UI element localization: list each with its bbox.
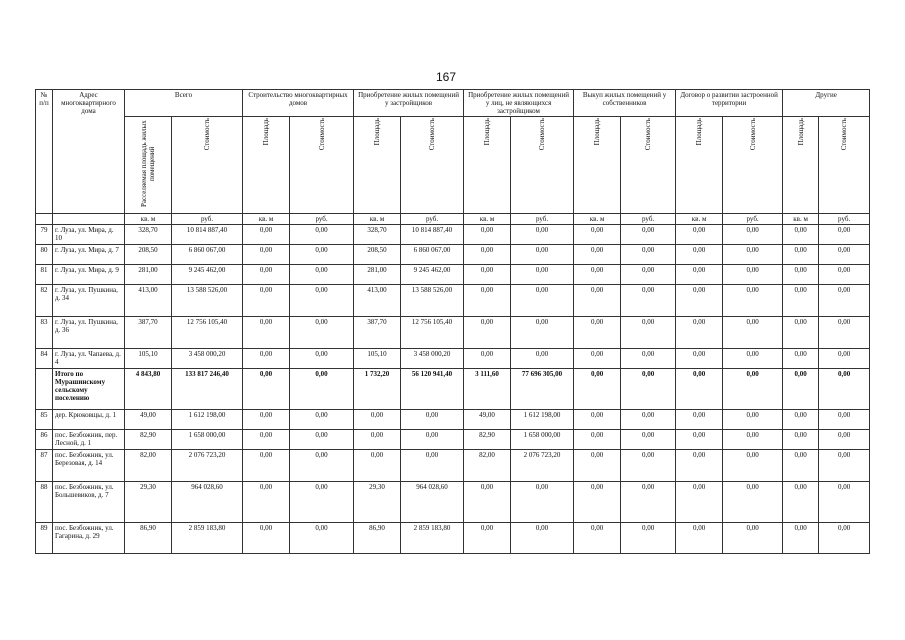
- cell-cost: 10 814 887,40: [401, 225, 464, 245]
- cell-area: 0,00: [243, 369, 290, 410]
- cell-cost: 0,00: [819, 225, 870, 245]
- row-address: г. Луза, ул. Чапаева, д. 4: [53, 349, 125, 369]
- cell-area: 82,00: [125, 450, 172, 482]
- cell-area: 0,00: [354, 410, 401, 430]
- header-row-groups: [36, 90, 870, 117]
- unit-rub: руб.: [290, 214, 354, 225]
- subheader-cost: Стоимость: [290, 117, 354, 214]
- cell-cost: 0,00: [290, 369, 354, 410]
- row-address: пос. Безбожник, ул. Большевиков, д. 7: [53, 482, 125, 523]
- cell-area: 413,00: [354, 285, 401, 317]
- cell-cost: 0,00: [401, 410, 464, 430]
- cell-cost: 0,00: [723, 450, 783, 482]
- unit-rub: руб.: [621, 214, 676, 225]
- cell-area: 1 732,20: [354, 369, 401, 410]
- cell-cost: 0,00: [819, 523, 870, 554]
- cell-cost: 0,00: [723, 245, 783, 265]
- cell-cost: 1 612 198,00: [511, 410, 574, 430]
- cell-cost: 0,00: [621, 349, 676, 369]
- cell-cost: 0,00: [290, 265, 354, 285]
- unit-rub: руб.: [172, 214, 243, 225]
- cell-area: 0,00: [243, 482, 290, 523]
- cell-area: 0,00: [783, 410, 819, 430]
- subheader-cost: Стоимость: [172, 117, 243, 214]
- cell-cost: 0,00: [723, 285, 783, 317]
- cell-cost: 964 028,60: [172, 482, 243, 523]
- cell-cost: 6 860 067,00: [401, 245, 464, 265]
- cell-cost: 13 588 526,00: [172, 285, 243, 317]
- table-row: [36, 245, 870, 265]
- cell-area: 105,10: [125, 349, 172, 369]
- row-number: 83: [36, 317, 53, 349]
- cell-cost: 3 458 000,20: [401, 349, 464, 369]
- cell-area: 0,00: [574, 482, 621, 523]
- cell-cost: 9 245 462,00: [172, 265, 243, 285]
- cell-cost: 0,00: [819, 482, 870, 523]
- cell-area: 0,00: [676, 410, 723, 430]
- cell-area: 29,30: [125, 482, 172, 523]
- cell-cost: 1 658 000,00: [172, 430, 243, 450]
- cell-area: 0,00: [464, 265, 511, 285]
- subheader-cost: Стоимость: [723, 117, 783, 214]
- cell-area: 0,00: [243, 349, 290, 369]
- cell-cost: 0,00: [401, 430, 464, 450]
- cell-area: 0,00: [783, 349, 819, 369]
- resettlement-table: [35, 89, 870, 554]
- cell-cost: 0,00: [723, 349, 783, 369]
- row-address: Итого по Мурашинскому сельскому поселению: [53, 369, 125, 410]
- cell-area: 208,50: [125, 245, 172, 265]
- subheader-cost: Стоимость: [401, 117, 464, 214]
- cell-area: 0,00: [676, 482, 723, 523]
- total-row: [36, 369, 870, 410]
- cell-area: 0,00: [464, 285, 511, 317]
- cell-cost: 2 859 183,80: [172, 523, 243, 554]
- unit-area: кв. м: [354, 214, 401, 225]
- unit-area: кв. м: [783, 214, 819, 225]
- row-number: 79: [36, 225, 53, 245]
- cell-cost: 0,00: [621, 225, 676, 245]
- cell-cost: 0,00: [621, 430, 676, 450]
- cell-area: 0,00: [783, 523, 819, 554]
- group-header-buyout: Выкуп жилых помещений у собственников: [574, 90, 676, 117]
- unit-area: кв. м: [243, 214, 290, 225]
- group-header-development-agreement: Договор о развитии застроенной территории: [676, 90, 783, 117]
- cell-cost: 0,00: [290, 317, 354, 349]
- cell-cost: 0,00: [621, 482, 676, 523]
- unit-rub: руб.: [401, 214, 464, 225]
- row-address: дер. Крюковщы, д. 1: [53, 410, 125, 430]
- cell-cost: 12 756 105,40: [401, 317, 464, 349]
- cell-area: 0,00: [464, 523, 511, 554]
- cell-cost: 0,00: [621, 523, 676, 554]
- cell-area: 0,00: [574, 450, 621, 482]
- cell-area: 0,00: [574, 349, 621, 369]
- cell-area: 0,00: [574, 225, 621, 245]
- cell-cost: 0,00: [290, 245, 354, 265]
- cell-area: 0,00: [574, 245, 621, 265]
- cell-cost: 0,00: [819, 285, 870, 317]
- cell-area: 0,00: [783, 245, 819, 265]
- cell-area: 0,00: [783, 369, 819, 410]
- cell-cost: 0,00: [723, 317, 783, 349]
- cell-cost: 0,00: [511, 523, 574, 554]
- cell-area: 208,50: [354, 245, 401, 265]
- cell-area: 0,00: [676, 265, 723, 285]
- subheader-area: Площадь: [243, 117, 290, 214]
- row-address: г. Луза, ул. Мира, д. 10: [53, 225, 125, 245]
- cell-cost: 964 028,60: [401, 482, 464, 523]
- cell-cost: 3 458 000,20: [172, 349, 243, 369]
- cell-cost: 10 814 887,40: [172, 225, 243, 245]
- cell-area: 0,00: [676, 285, 723, 317]
- cell-cost: 0,00: [819, 317, 870, 349]
- cell-cost: 6 860 067,00: [172, 245, 243, 265]
- cell-cost: 0,00: [819, 430, 870, 450]
- cell-cost: 0,00: [401, 450, 464, 482]
- cell-area: 0,00: [243, 450, 290, 482]
- cell-cost: 0,00: [621, 369, 676, 410]
- col-header-address: Адрес многоквартирного дома: [53, 90, 125, 214]
- row-address: г. Луза, ул. Пушкина, д. 34: [53, 285, 125, 317]
- cell-area: 0,00: [676, 369, 723, 410]
- cell-cost: 0,00: [621, 265, 676, 285]
- cell-area: 0,00: [464, 482, 511, 523]
- cell-area: 0,00: [783, 482, 819, 523]
- unit-area: кв. м: [676, 214, 723, 225]
- subheader-area: Площадь: [574, 117, 621, 214]
- cell-area: 387,70: [125, 317, 172, 349]
- cell-cost: 0,00: [819, 349, 870, 369]
- cell-area: 49,00: [125, 410, 172, 430]
- cell-area: 0,00: [676, 245, 723, 265]
- cell-cost: 0,00: [290, 225, 354, 245]
- cell-area: 413,00: [125, 285, 172, 317]
- table-row: [36, 410, 870, 430]
- cell-area: 86,90: [125, 523, 172, 554]
- cell-area: 281,00: [125, 265, 172, 285]
- table-row: [36, 317, 870, 349]
- table-row: [36, 482, 870, 523]
- cell-cost: 2 859 183,80: [401, 523, 464, 554]
- cell-area: 0,00: [354, 430, 401, 450]
- cell-area: 82,90: [125, 430, 172, 450]
- cell-cost: 0,00: [723, 410, 783, 430]
- cell-area: 0,00: [574, 369, 621, 410]
- cell-area: 0,00: [783, 225, 819, 245]
- subheader-cost: Стоимость: [621, 117, 676, 214]
- subheader-area: Площадь: [464, 117, 511, 214]
- cell-cost: 0,00: [819, 410, 870, 430]
- row-number: [36, 369, 53, 410]
- cell-area: 0,00: [574, 523, 621, 554]
- row-number: 82: [36, 285, 53, 317]
- cell-area: 0,00: [783, 265, 819, 285]
- cell-cost: 0,00: [723, 482, 783, 523]
- unit-blank: [53, 214, 125, 225]
- cell-cost: 9 245 462,00: [401, 265, 464, 285]
- cell-area: 105,10: [354, 349, 401, 369]
- unit-rub: руб.: [511, 214, 574, 225]
- cell-cost: 0,00: [819, 369, 870, 410]
- cell-cost: 0,00: [723, 225, 783, 245]
- page-number: 167: [436, 70, 457, 84]
- cell-area: 29,30: [354, 482, 401, 523]
- row-address: г. Луза, ул. Пушкина, д. 36: [53, 317, 125, 349]
- cell-cost: 0,00: [621, 450, 676, 482]
- cell-area: 3 111,60: [464, 369, 511, 410]
- group-header-other: Другие: [783, 90, 870, 117]
- cell-area: 0,00: [676, 225, 723, 245]
- cell-cost: 0,00: [723, 430, 783, 450]
- subheader-area: Площадь: [354, 117, 401, 214]
- cell-cost: 0,00: [621, 410, 676, 430]
- cell-cost: 2 076 723,20: [172, 450, 243, 482]
- unit-area: кв. м: [574, 214, 621, 225]
- cell-area: 86,90: [354, 523, 401, 554]
- subheader-area: Площадь: [783, 117, 819, 214]
- cell-area: 0,00: [464, 317, 511, 349]
- cell-cost: 0,00: [290, 285, 354, 317]
- cell-area: 49,00: [464, 410, 511, 430]
- cell-cost: 12 756 105,40: [172, 317, 243, 349]
- row-number: 87: [36, 450, 53, 482]
- row-address: пос. Безбожник, ул. Гагарина, д. 29: [53, 523, 125, 554]
- col-header-no: № п/п: [36, 90, 53, 214]
- cell-area: 82,00: [464, 450, 511, 482]
- row-number: 88: [36, 482, 53, 523]
- cell-cost: 0,00: [819, 245, 870, 265]
- cell-area: 0,00: [574, 317, 621, 349]
- table-row: [36, 225, 870, 245]
- row-number: 84: [36, 349, 53, 369]
- cell-area: 0,00: [783, 285, 819, 317]
- cell-area: 0,00: [243, 285, 290, 317]
- units-row: [36, 214, 870, 225]
- cell-area: 0,00: [243, 245, 290, 265]
- cell-area: 0,00: [676, 523, 723, 554]
- group-header-non-developers: Приобретение жилых помещений у лиц, не являющихся застройщиком: [464, 90, 574, 117]
- cell-area: 387,70: [354, 317, 401, 349]
- cell-area: 0,00: [243, 265, 290, 285]
- cell-area: 0,00: [676, 450, 723, 482]
- cell-area: 0,00: [676, 317, 723, 349]
- cell-area: 0,00: [783, 317, 819, 349]
- header-row-subcolumns: [36, 117, 870, 214]
- cell-cost: 0,00: [290, 410, 354, 430]
- cell-area: 0,00: [783, 430, 819, 450]
- group-header-total: Всего: [125, 90, 243, 117]
- cell-cost: 0,00: [621, 245, 676, 265]
- cell-cost: 0,00: [290, 349, 354, 369]
- cell-cost: 1 658 000,00: [511, 430, 574, 450]
- unit-area: кв. м: [464, 214, 511, 225]
- row-address: г. Луза, ул. Мира, д. 7: [53, 245, 125, 265]
- cell-area: 0,00: [783, 450, 819, 482]
- row-number: 85: [36, 410, 53, 430]
- group-header-construction: Строительство многоквартирных домов: [243, 90, 354, 117]
- subheader-cost: Стоимость: [819, 117, 870, 214]
- subheader-resettled-area: Расселяемая площадь жилых помещений: [125, 117, 172, 214]
- cell-area: 281,00: [354, 265, 401, 285]
- cell-cost: 0,00: [511, 317, 574, 349]
- cell-cost: 0,00: [723, 523, 783, 554]
- table-row: [36, 349, 870, 369]
- cell-area: 0,00: [574, 265, 621, 285]
- cell-area: 0,00: [243, 523, 290, 554]
- row-number: 81: [36, 265, 53, 285]
- cell-area: 4 843,80: [125, 369, 172, 410]
- cell-cost: 0,00: [511, 349, 574, 369]
- cell-cost: 0,00: [511, 265, 574, 285]
- cell-area: 0,00: [243, 317, 290, 349]
- cell-cost: 0,00: [819, 450, 870, 482]
- cell-area: 0,00: [464, 225, 511, 245]
- cell-area: 0,00: [574, 285, 621, 317]
- row-address: пос. Безбожник, ул. Березовая, д. 14: [53, 450, 125, 482]
- cell-cost: 77 696 305,00: [511, 369, 574, 410]
- subheader-cost: Стоимость: [511, 117, 574, 214]
- cell-cost: 0,00: [723, 369, 783, 410]
- cell-area: 0,00: [464, 349, 511, 369]
- table-row: [36, 265, 870, 285]
- cell-area: 0,00: [243, 430, 290, 450]
- cell-cost: 0,00: [511, 482, 574, 523]
- cell-cost: 0,00: [511, 285, 574, 317]
- table-row: [36, 523, 870, 554]
- table-row: [36, 285, 870, 317]
- cell-cost: 0,00: [511, 225, 574, 245]
- cell-cost: 0,00: [621, 317, 676, 349]
- cell-cost: 0,00: [819, 265, 870, 285]
- cell-cost: 0,00: [723, 265, 783, 285]
- cell-cost: 13 588 526,00: [401, 285, 464, 317]
- row-number: 89: [36, 523, 53, 554]
- cell-area: 0,00: [676, 349, 723, 369]
- cell-cost: 133 817 246,40: [172, 369, 243, 410]
- unit-blank: [36, 214, 53, 225]
- cell-area: 0,00: [676, 430, 723, 450]
- table-row: [36, 450, 870, 482]
- cell-area: 0,00: [243, 225, 290, 245]
- cell-area: 82,90: [464, 430, 511, 450]
- table-row: [36, 430, 870, 450]
- row-number: 80: [36, 245, 53, 265]
- cell-area: 0,00: [354, 450, 401, 482]
- unit-area: кв. м: [125, 214, 172, 225]
- cell-area: 0,00: [464, 245, 511, 265]
- cell-cost: 0,00: [290, 450, 354, 482]
- row-address: пос. Безбожник, пер. Лесной, д. 1: [53, 430, 125, 450]
- cell-cost: 1 612 198,00: [172, 410, 243, 430]
- subheader-area: Площадь: [676, 117, 723, 214]
- unit-rub: руб.: [819, 214, 870, 225]
- cell-cost: 0,00: [621, 285, 676, 317]
- cell-area: 0,00: [574, 430, 621, 450]
- cell-area: 0,00: [574, 410, 621, 430]
- cell-cost: 0,00: [290, 430, 354, 450]
- row-number: 86: [36, 430, 53, 450]
- row-address: г. Луза, ул. Мира, д. 9: [53, 265, 125, 285]
- cell-cost: 0,00: [290, 482, 354, 523]
- cell-cost: 0,00: [290, 523, 354, 554]
- cell-area: 0,00: [243, 410, 290, 430]
- cell-cost: 0,00: [511, 245, 574, 265]
- cell-cost: 2 076 723,20: [511, 450, 574, 482]
- cell-area: 328,70: [354, 225, 401, 245]
- cell-area: 328,70: [125, 225, 172, 245]
- cell-cost: 56 120 941,40: [401, 369, 464, 410]
- unit-rub: руб.: [723, 214, 783, 225]
- group-header-developers: Приобретение жилых помещений у застройщиков: [354, 90, 464, 117]
